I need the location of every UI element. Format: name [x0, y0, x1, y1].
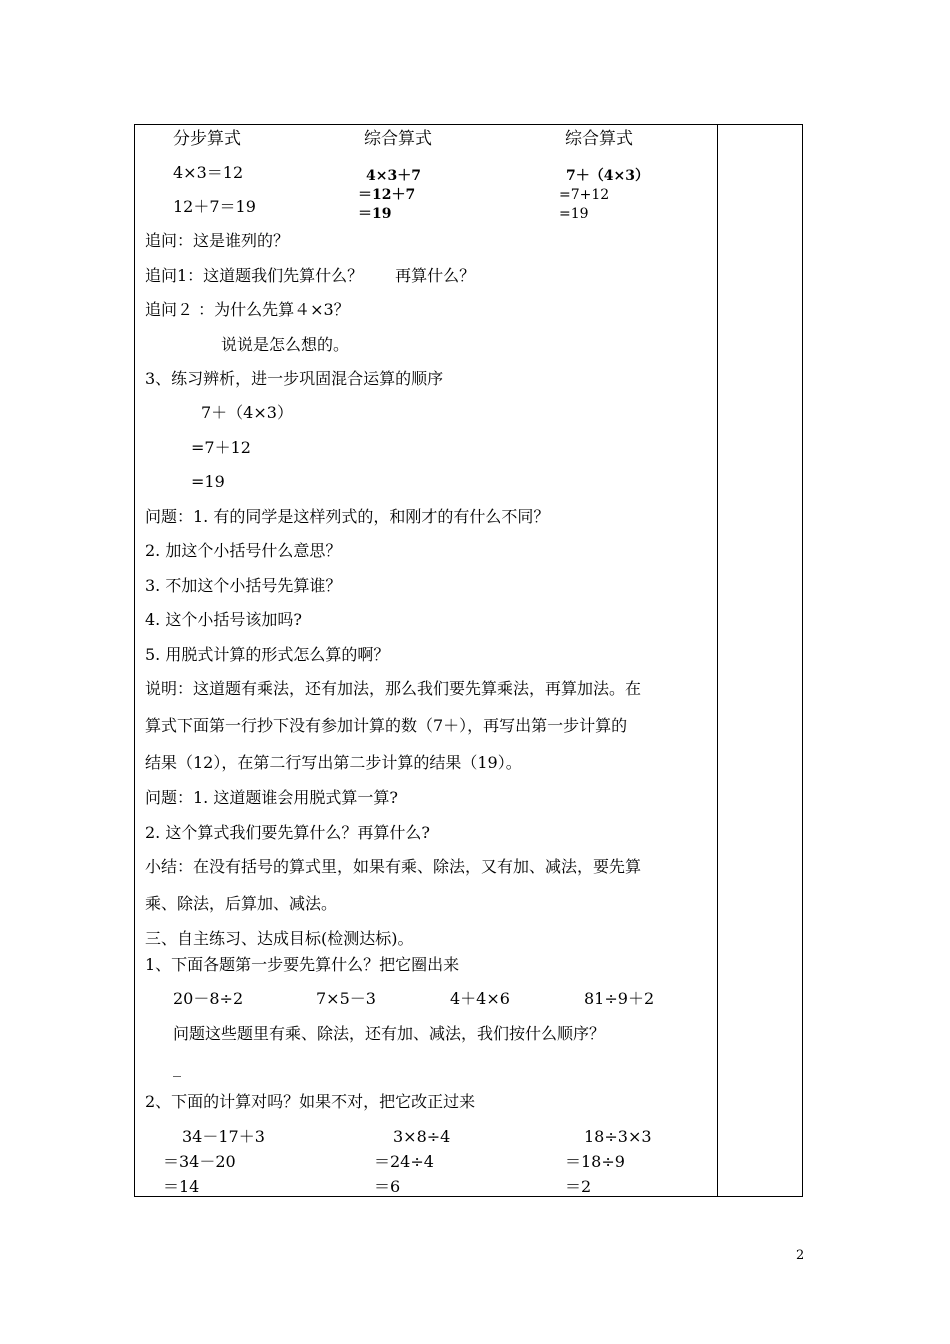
explanation-line-1: 说明：这道题有乘法，还有加法，那么我们要先算乘法，再算加法。在	[145, 679, 642, 698]
step-1: 4×3＝12	[173, 163, 244, 182]
question-4: 4. 这个小括号该加吗?	[145, 610, 302, 629]
question-3: 3. 不加这个小括号先算谁？	[145, 576, 342, 595]
combined-1-line-1: 4×3＋7	[366, 168, 421, 184]
exercise-2-a-line-1: 34－17＋3	[182, 1127, 265, 1146]
exercise-2-c-line-1: 18÷3×3	[584, 1127, 652, 1146]
practice-calc-line-3: =19	[191, 472, 225, 491]
exercise-2-title: 2、下面的计算对吗？如果不对，把它改正过来	[145, 1092, 476, 1111]
header-stepwise: 分步算式	[173, 129, 241, 149]
followup-3: 追问２ ：为什么先算４×3？	[145, 300, 350, 319]
question-2: 2. 加这个小括号什么意思？	[145, 541, 342, 560]
exercise-2-c-line-3: ＝2	[565, 1177, 592, 1196]
explanation-line-2: 算式下面第一行抄下没有参加计算的数（7＋），再写出第一步计算的	[145, 716, 628, 735]
practice-calc-line-1: 7＋（4×3）	[201, 403, 293, 422]
combined-1-line-2: ＝12＋7	[358, 187, 416, 203]
column-divider	[717, 124, 718, 1197]
summary-line-1: 小结：在没有括号的算式里，如果有乘、除法，又有加、减法，要先算	[145, 857, 642, 876]
question-5: 5. 用脱式计算的形式怎么算的啊？	[145, 645, 390, 664]
part-3-title: 三、自主练习、达成目标(检测达标)。	[145, 929, 414, 948]
question-1: 问题：1. 有的同学是这样列式的，和刚才的有什么不同？	[145, 507, 550, 526]
header-combined-2: 综合算式	[565, 129, 633, 149]
followup-2: 追问1：这道题我们先算什么？ 再算什么？	[145, 266, 476, 285]
question-7: 2. 这个算式我们要先算什么？再算什么?	[145, 823, 430, 842]
exercise-1-title: 1、下面各题第一步要先算什么？把它圈出来	[145, 955, 460, 974]
combined-2-line-2: =7+12	[559, 187, 610, 203]
header-combined-1: 综合算式	[364, 129, 432, 149]
exercise-1-item-1: 20－8÷2	[173, 989, 244, 1008]
summary-line-2: 乘、除法，后算加、减法。	[145, 894, 338, 913]
combined-2-line-3: =19	[559, 206, 589, 222]
step-2: 12＋7＝19	[173, 197, 256, 216]
exercise-2-a-line-3: ＝14	[163, 1177, 200, 1196]
combined-1-line-3: ＝19	[358, 206, 392, 222]
explanation-line-3: 结果（12），在第二行写出第二步计算的结果（19）。	[145, 753, 522, 772]
question-6: 问题：1. 这道题谁会用脱式算一算?	[145, 788, 398, 807]
exercise-2-b-line-1: 3×8÷4	[393, 1127, 451, 1146]
exercise-1-question: 问题这些题里有乘、除法，还有加、减法，我们按什么顺序？	[173, 1024, 606, 1043]
exercise-1-item-2: 7×5－3	[316, 989, 376, 1008]
page-number: 2	[796, 1248, 805, 1263]
answer-blank: _	[173, 1058, 181, 1077]
exercise-1-item-3: 4＋4×6	[450, 989, 510, 1008]
exercise-2-c-line-2: ＝18÷9	[565, 1152, 625, 1171]
exercise-2-b-line-3: ＝6	[374, 1177, 401, 1196]
followup-1: 追问：这是谁列的？	[145, 231, 290, 250]
practice-calc-line-2: =7＋12	[191, 438, 251, 457]
exercise-2-a-line-2: ＝34－20	[163, 1152, 236, 1171]
exercise-2-b-line-2: ＝24÷4	[374, 1152, 434, 1171]
followup-4: 说说是怎么想的。	[221, 335, 350, 354]
section-3-title: 3、练习辨析，进一步巩固混合运算的顺序	[145, 369, 444, 388]
combined-2-line-1: 7＋（4×3）	[566, 168, 649, 184]
exercise-1-item-4: 81÷9＋2	[584, 989, 655, 1008]
